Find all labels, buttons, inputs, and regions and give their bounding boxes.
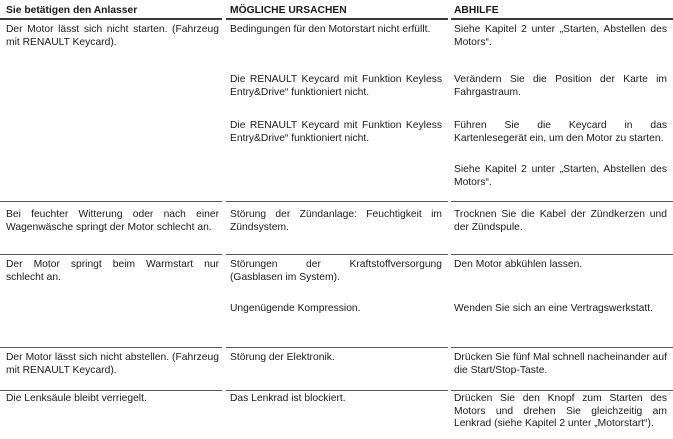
remedy-text: Trocknen Sie die Kabel der Zündkerzen und der Zündspule. [454,209,667,233]
row-divider [0,347,222,348]
row-divider [451,254,673,255]
remedy-text: Siehe Kapitel 2 unter „Starten, Abstellen des Motors“. [454,164,667,188]
header-rule [451,18,673,20]
header-remedies: ABHILFE [454,5,499,16]
row-divider [451,347,673,348]
table-row [0,390,673,439]
remedy-text: Siehe Kapitel 2 unter „Starten, Abstellen des Motors“. [454,24,667,48]
row-divider [226,254,448,255]
row-divider [0,201,222,202]
symptom-cell: Bei feuchter Witterung oder nach einer Wagenwäsche springt der Motor schlecht an. [6,209,219,233]
header-symptom: Sie betätigen den Anlasser [6,5,138,16]
symptom-cell: Der Motor lässt sich nicht abstellen. (Fahrzeug mit RENAULT Keycard). [6,352,219,376]
cause-text: Das Lenkrad ist blockiert. [230,393,346,404]
cause-text: Störungen der Kraftstoffversorgung (Gasblasen im System). [230,259,442,283]
row-divider [226,390,448,391]
remedy-text: Führen Sie die Keycard in das Kartenlesegerät ein, um den Motor zu starten. [454,120,667,144]
remedy-text: Drücken Sie den Knopf zum Starten des Motors und drehen Sie gleichzeitig am Lenkrad (siehe Kapitel 2 unter „Motorstart“). [454,393,667,429]
remedies-cell [454,24,667,194]
remedy-text: Drücken Sie fünf Mal schnell nacheinander auf die Start/Stop-Taste. [454,352,667,376]
cause-text: Störung der Elektronik. [230,352,335,363]
row-divider [451,390,673,391]
header-rule [0,18,222,20]
causes-cell [230,259,442,339]
cause-text: Die RENAULT Keycard mit Funktion Keyless Entry&Drive“ funktioniert nicht. [230,74,442,98]
cause-text: Ungenügende Kompression. [230,303,361,314]
cause-text: Bedingungen für den Motorstart nicht erfüllt. [230,24,431,35]
symptom-cell: Die Lenksäule bleibt verriegelt. [6,393,147,404]
table-row [0,254,673,347]
symptom-cell: Der Motor springt beim Warmstart nur schlecht an. [6,259,219,283]
row-divider [226,201,448,202]
causes-cell [230,24,442,194]
remedies-cell [454,259,667,339]
header-causes: MÖGLICHE URSACHEN [230,5,347,16]
cause-text: Störung der Zündanlage: Feuchtigkeit im Zündsystem. [230,209,442,233]
remedy-text: Verändern Sie die Position der Karte im Fahrgastraum. [454,74,667,98]
table-header [0,0,673,19]
row-divider [0,390,222,391]
remedy-text: Den Motor abkühlen lassen. [454,259,583,270]
row-divider [0,254,222,255]
remedy-text: Wenden Sie sich an eine Vertragswerkstatt. [454,303,653,314]
row-divider [226,347,448,348]
symptom-cell: Der Motor lässt sich nicht starten. (Fahrzeug mit RENAULT Keycard). [6,24,219,48]
cause-text: Die RENAULT Keycard mit Funktion Keyless Entry&Drive“ funktioniert nicht. [230,120,442,144]
header-rule [226,18,448,20]
table-row [0,347,673,390]
table-row [0,21,673,201]
table-row [0,201,673,254]
row-divider [451,201,673,202]
